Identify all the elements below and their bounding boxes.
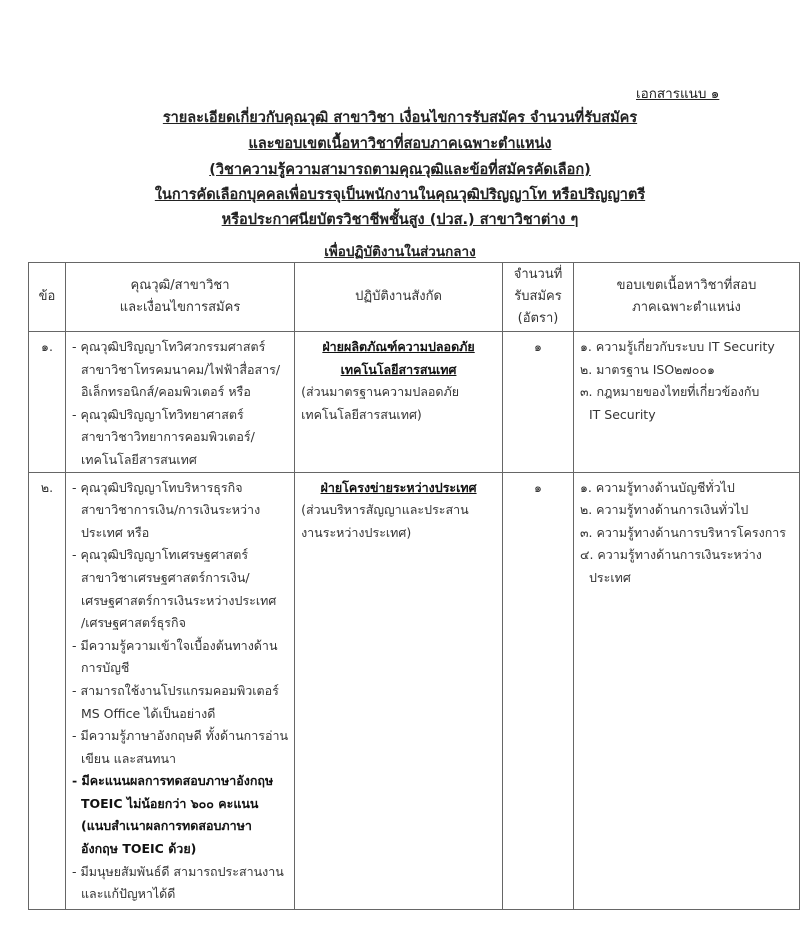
header-text: ขอบเขตเนื้อหาวิชาที่สอบ	[616, 278, 757, 293]
row-number: ๑.	[41, 339, 53, 354]
header-unit: ปฏิบัติงานสังกัด	[295, 263, 503, 332]
header-text: ภาคเฉพาะตำแหน่ง	[632, 300, 741, 315]
cell-qualification	[65, 332, 294, 473]
scope-line: ๓. กฎหมายของไทยที่เกี่ยวข้องกับ	[579, 384, 760, 400]
qualification-line: ประเทศ หรือ	[80, 524, 150, 540]
qualification-line: - สามารถใช้งานโปรแกรมคอมพิวเตอร์	[71, 682, 279, 698]
title-line: (วิชาความรู้ความสามารถตามคุณวุฒิและข้อที่สมัครคัดเลือก)	[209, 162, 591, 178]
header-qualification	[65, 263, 294, 332]
title-line: และขอบเขตเนื้อหาวิชาที่สอบภาคเฉพาะตำแหน่ง	[248, 136, 552, 152]
qualification-line: - คุณวุฒิปริญญาโทเศรษฐศาสตร์	[71, 547, 249, 563]
qualification-line: TOEIC ไม่น้อยกว่า ๖๐๐ คะแนน	[80, 795, 259, 811]
qualification-line: MS Office ได้เป็นอย่างดี	[80, 705, 216, 721]
section-label: เพื่อปฏิบัติงานในส่วนกลาง	[324, 244, 476, 260]
cell-no	[29, 472, 66, 909]
scope-line: IT Security	[588, 406, 656, 422]
qualification-line: สาขาวิชาวิทยาการคอมพิวเตอร์/	[80, 429, 255, 445]
qualification-line: /เศรษฐศาสตร์ธุรกิจ	[80, 615, 186, 631]
cell-count	[503, 332, 574, 473]
attachment-label: เอกสารแนบ ๑	[636, 86, 720, 102]
table-row	[29, 472, 800, 909]
unit-name: เทคโนโลยีสารสนเทศ	[340, 361, 457, 377]
scope-line: ๑. ความรู้ทางด้านบัญชีทั่วไป	[579, 479, 735, 495]
unit-subsection: เทคโนโลยีสารสนเทศ)	[301, 406, 422, 422]
qualification-line: และแก้ปัญหาได้ดี	[80, 886, 176, 902]
cell-qualification	[65, 472, 294, 909]
header-text: และเงื่อนไขการสมัคร	[119, 300, 241, 315]
unit-subsection: (ส่วนบริหารสัญญาและประสาน	[301, 502, 469, 518]
table-header-row	[29, 263, 800, 332]
qualification-line: การบัญชี	[80, 660, 130, 676]
qualification-line: เขียน และสนทนา	[80, 750, 177, 766]
qualification-line: สาขาวิชาเศรษฐศาสตร์การเงิน/	[80, 569, 250, 585]
header-scope	[573, 263, 799, 332]
scope-line: ๔. ความรู้ทางด้านการเงินระหว่าง	[579, 547, 762, 563]
qualification-line: อังกฤษ TOEIC ด้วย)	[80, 841, 197, 857]
qualification-line: - มีความรู้ความเข้าใจเบื้องต้นทางด้าน	[71, 637, 278, 653]
title-line: รายละเอียดเกี่ยวกับคุณวุฒิ สาขาวิชา เงื่อนไขการรับสมัคร จำนวนที่รับสมัคร	[162, 110, 638, 126]
qualification-line: สาขาวิชาการเงิน/การเงินระหว่าง	[80, 502, 261, 518]
qualification-line: - มีคะแนนผลการทดสอบภาษาอังกฤษ	[71, 773, 274, 789]
cell-unit	[295, 472, 503, 909]
title-line: ในการคัดเลือกบุคคลเพื่อบรรจุเป็นพนักงานในคุณวุฒิปริญญาโท หรือปริญญาตรี	[154, 187, 646, 203]
unit-name: ฝ่ายผลิตภัณฑ์ความปลอดภัย	[322, 339, 475, 354]
cell-scope	[573, 472, 799, 909]
scope-line: ๓. ความรู้ทางด้านการบริหารโครงการ	[579, 524, 786, 540]
qualification-line: (แนบสำเนาผลการทดสอบภาษา	[80, 818, 252, 834]
qualification-line: - มีความรู้ภาษาอังกฤษดี ทั้งด้านการอ่าน	[71, 728, 289, 744]
row-number: ๒.	[40, 479, 54, 495]
scope-line: ๒. มาตรฐาน ISO๒๗๐๐๑	[579, 361, 715, 377]
qualification-line: สาขาวิชาโทรคมนาคม/ไฟฟ้าสื่อสาร/	[80, 361, 281, 377]
position-count: ๑	[534, 339, 542, 354]
scope-line: ๑. ความรู้เกี่ยวกับระบบ IT Security	[579, 339, 775, 354]
cell-no	[29, 332, 66, 473]
header-text: จำนวนที่	[513, 267, 563, 282]
title-line: หรือประกาศนียบัตรวิชาชีพชั้นสูง (ปวส.) สาขาวิชาต่าง ๆ	[221, 212, 579, 228]
unit-subsection: (ส่วนมาตรฐานความปลอดภัย	[301, 384, 460, 400]
qualification-line: เทคโนโลยีสารสนเทศ	[80, 451, 197, 467]
header-no: ข้อ	[29, 263, 66, 332]
header-text: คุณวุฒิ/สาขาวิชา	[130, 278, 230, 293]
scope-line: ๒. ความรู้ทางด้านการเงินทั่วไป	[579, 502, 749, 518]
position-count: ๑	[534, 479, 542, 495]
qualification-line: เศรษฐศาสตร์การเงินระหว่างประเทศ	[80, 592, 277, 608]
qualification-line: - คุณวุฒิปริญญาโทบริหารธุรกิจ	[71, 479, 243, 495]
cell-unit	[295, 332, 503, 473]
unit-subsection: งานระหว่างประเทศ)	[301, 524, 412, 540]
cell-count	[503, 472, 574, 909]
table-row	[29, 332, 800, 473]
qualification-line: - คุณวุฒิปริญญาโทวิศวกรรมศาสตร์	[71, 339, 266, 354]
header-count	[503, 263, 574, 332]
qualification-line: - มีมนุษยสัมพันธ์ดี สามารถประสานงาน	[71, 863, 284, 879]
unit-name: ฝ่ายโครงข่ายระหว่างประเทศ	[320, 479, 477, 495]
cell-scope	[573, 332, 799, 473]
scope-line: ประเทศ	[588, 569, 631, 585]
qualification-line: อิเล็กทรอนิกส์/คอมพิวเตอร์ หรือ	[80, 384, 251, 400]
header-text: รับสมัคร	[514, 289, 562, 304]
qualification-table	[28, 262, 800, 910]
header-text: (อัตรา)	[517, 311, 559, 326]
qualification-line: - คุณวุฒิปริญญาโทวิทยาศาสตร์	[71, 406, 244, 422]
